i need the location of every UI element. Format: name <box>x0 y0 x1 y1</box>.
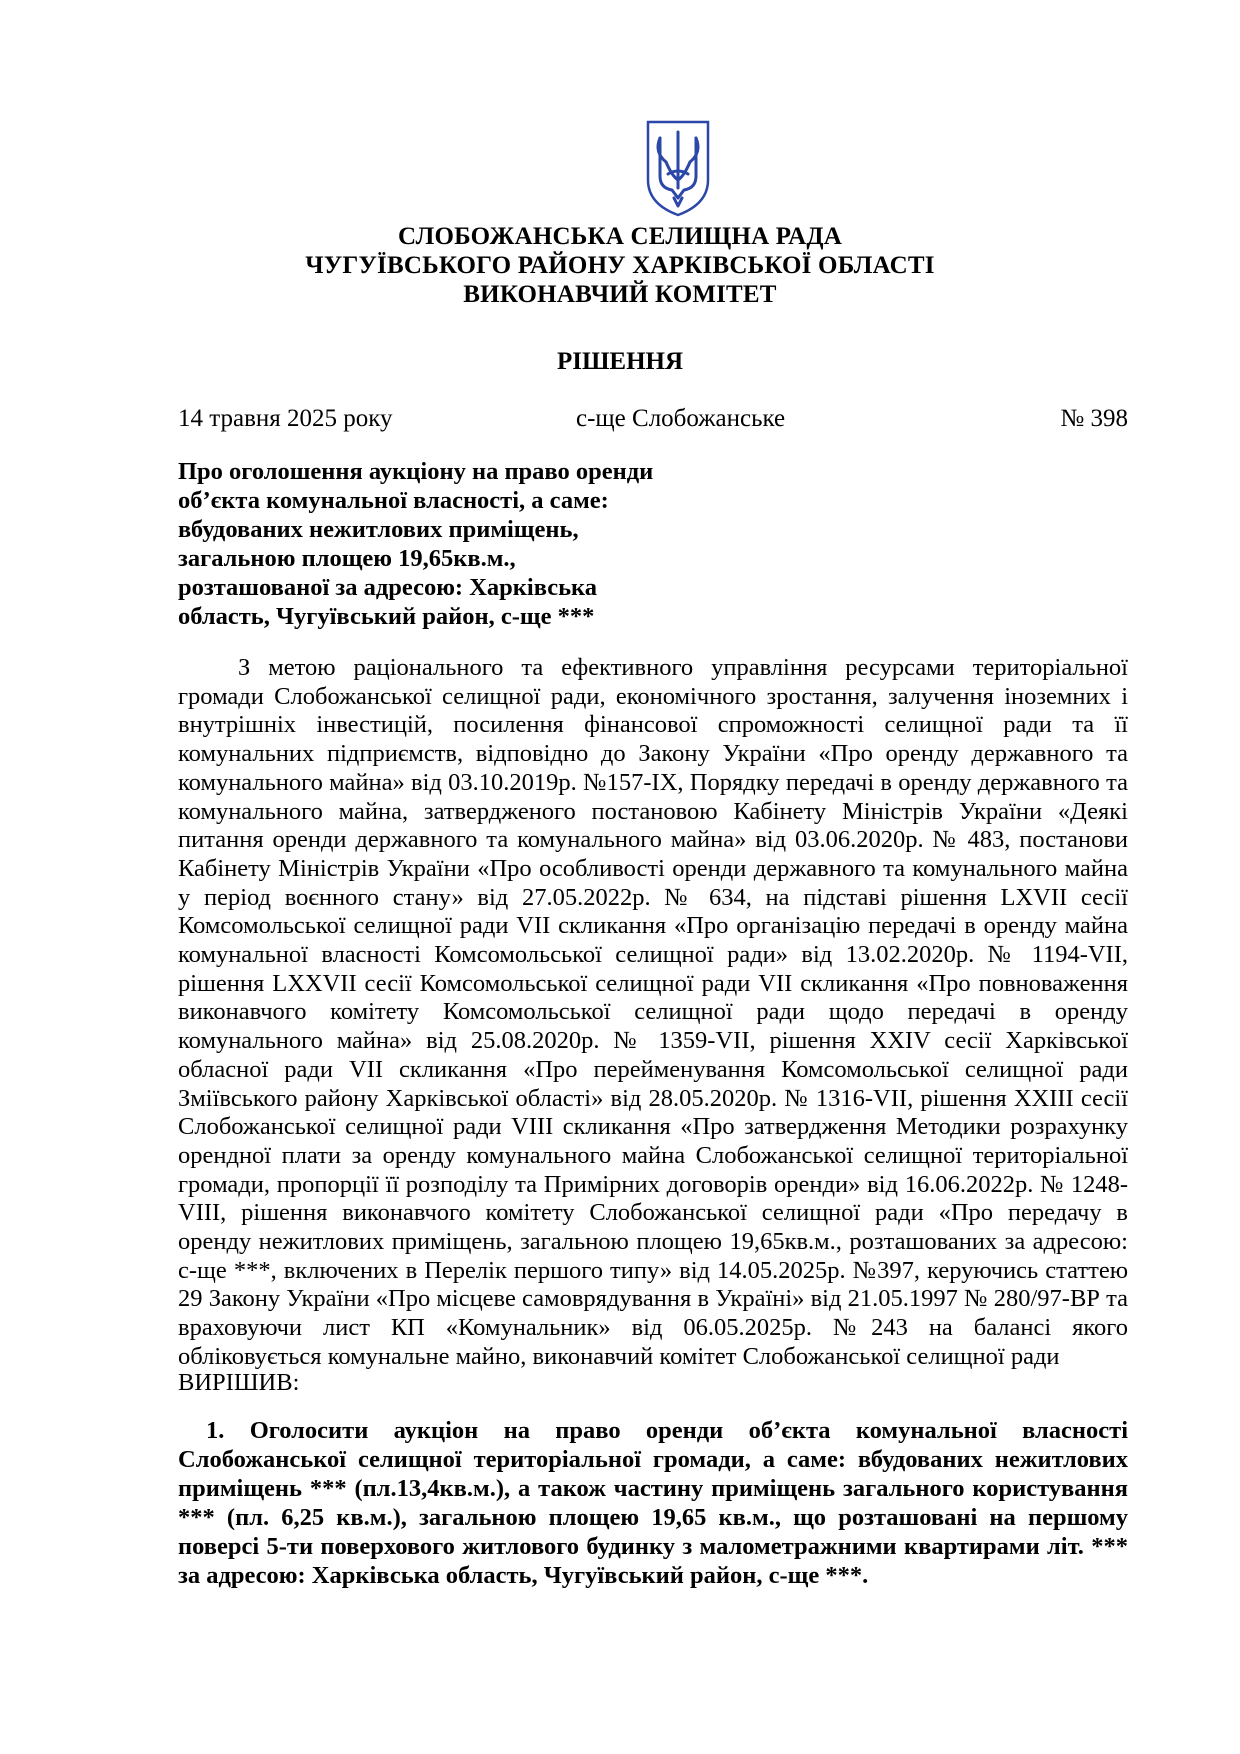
subject-line: вбудованих нежитлових приміщень, <box>178 516 579 543</box>
decision-label: ВИРІШИВ: <box>178 1369 300 1396</box>
subject-line: Про оголошення аукціону на право оренди <box>178 458 654 485</box>
document-meta <box>178 404 1128 434</box>
document-subject <box>178 457 698 631</box>
header-district: ЧУГУЇВСЬКОГО РАЙОНУ ХАРКІВСЬКОЇ ОБЛАСТІ <box>305 252 935 279</box>
header-committee: ВИКОНАВЧИЙ КОМІТЕТ <box>463 281 777 308</box>
trident-coat-of-arms-icon <box>644 118 712 218</box>
subject-line: область, Чугуївський район, с-ще *** <box>178 603 595 630</box>
document-place: с-ще Слобожанське <box>576 405 786 432</box>
subject-line: загальною площею 19,65кв.м., <box>178 545 516 572</box>
preamble-paragraph: З метою раціонального та ефективного управління ресурсами територіальної громади Слобожанської селищної ради, економічного зростання, залучення іноземних і внутрішніх інвестицій, посилення фінансової спроможності селищної ради та її комунальних підприємств, відповідно до Закону України «Про оренду державного та комунального майна» від 03.10.2019р. №157-IX, Порядку передачі в оренду державного та комунального майна, затвердженого постановою Кабінету Міністрів України «Деякі питання оренди державного та комунального майна» від 03.06.2020р. № 483, постанови Кабінету Міністрів України «Про особливості оренди державного та комунального майна у період воєнного стану» від 27.05.2022р. № 634, на підставі рішення LXVII сесії Комсомольської селищної ради VII скликання «Про організацію передачі в оренду майна комунальної власності Комсомольської селищної ради» від 13.02.2020р. № 1194-VII, рішення LXXVII сесії Комсомольської селищної ради VII скликання «Про повноваження виконавчого комітету Комсомольської селищної ради щодо передачі в оренду комунального майна» від 25.08.2020р. № 1359-VII, рішення XXIV сесії Харківської обласної ради VII скликання «Про перейменування Комсомольської селищної ради Зміївського району Харківської області» від 28.05.2020р. № 1316-VII, рішення XXIII сесії Слобожанської селищної ради VIII скликання «Про затвердження Методики розрахунку орендної плати за оренду комунального майна Слобожанської селищної територіальної громади, пропорції її розподілу та Примірних договорів оренди» від 16.06.2022р. № 1248-VIII, рішення виконавчого комітету Слобожанської селищної ради «Про передачу в оренду нежитлових приміщень, загальною площею 19,65кв.м., розташованих за адресою: с-ще ***, включених в Перелік першого типу» від 14.05.2025р. №397, керуючись статтею 29 Закону України «Про місцеве самоврядування в Україні» від 21.05.1997 № 280/97-ВР та враховуючи лист КП «Комунальник» від 06.05.2025р. №243 на балансі якого обліковується комунальне майно, виконавчий комітет Слобожанської селищної ради <box>178 654 1128 1370</box>
subject-line: об’єкта комунальної власності, а саме: <box>178 487 609 514</box>
subject-line: розташованої за адресою: Харківська <box>178 574 598 601</box>
document-date: 14 травня 2025 року <box>178 405 393 432</box>
document-header <box>0 222 1240 309</box>
header-council-name: СЛОБОЖАНСЬКА СЕЛИЩНА РАДА <box>398 223 842 250</box>
document-number: № 398 <box>1060 405 1128 432</box>
decision-item: 1. Оголосити аукціон на право оренди об’єкта комунальної власності Слобожанської селищної територіальної громади, а саме: вбудованих нежитлових приміщень *** (пл.13,4кв.м.), а також частину приміщень загального користування *** (пл. 6,25 кв.м.), загальною площею 19,65 кв.м., що розташовані на першому поверсі 5-ти поверхового житлового будинку з малометражними квартирами літ. *** за адресою: Харківська область, Чугуївський район, с-ще ***. <box>178 1417 1128 1589</box>
document-title: РІШЕННЯ <box>556 348 684 375</box>
